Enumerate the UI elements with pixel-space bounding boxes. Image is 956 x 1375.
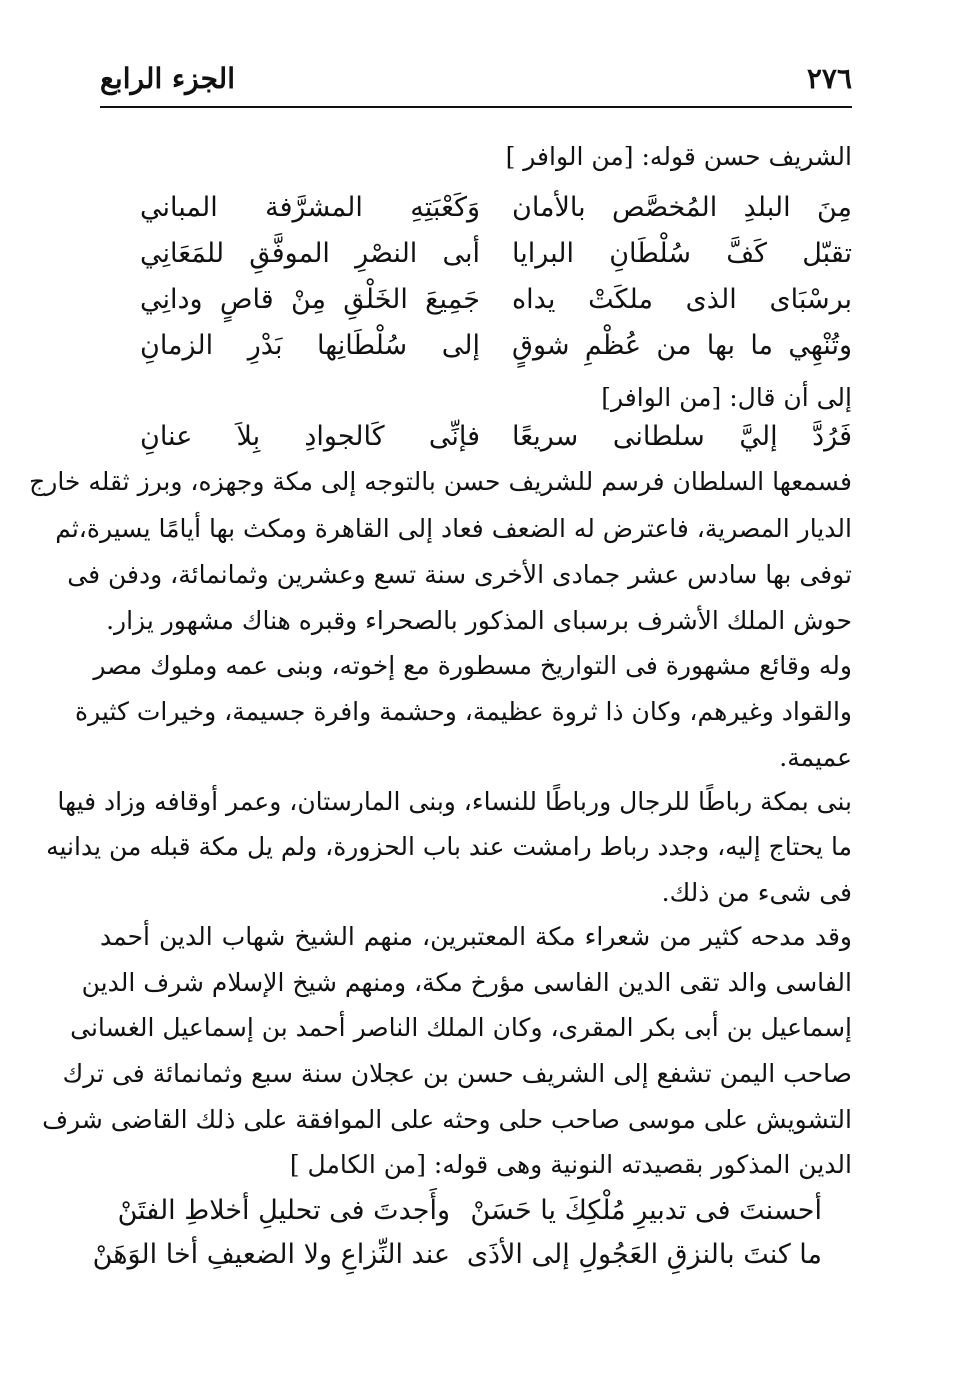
paragraph-line: بنى بمكة رباطًا للرجال ورباطًا للنساء، وبنى المارستان، وعمر أوقافه وزاد فيها [57,787,852,816]
paragraph-line: وله وقائع مشهورة فى التواريخ مسطورة مع إخوته، وبنى عمه وملوك مصر [93,651,852,680]
paragraph-line: حوش الملك الأشرف برسباى المذكور بالصحراء وقبره هناك مشهور يزار. [106,606,852,635]
verse-line [100,322,852,370]
paragraph-line: توفى بها سادس عشر جمادى الأخرى سنة تسع وعشرين وثمانمائة، ودفن فى [67,560,852,589]
paragraph-line: الفاسى والد تقى الدين الفاسى مؤرخ مكة، ومنهم شيخ الإسلام شرف الدين [81,968,852,997]
verse-first-hemistich: فَرُدَّ إليَّ سلطانى سريعًا [512,421,852,452]
verse-first-hemistich: أحسنتَ فى تدبيرِ مُلْكِكَ يا حَسَنْ [470,1195,822,1226]
verse-line [100,276,852,324]
paragraph-line: وقد مدحه كثير من شعراء مكة المعتبرين، منهم الشيخ شهاب الدين أحمد [100,922,852,951]
verse-first-hemistich: ما كنتَ بالنزقِ العَجُولِ إلى الأذَى [466,1239,822,1270]
paragraph-line: عميمة. [779,743,852,772]
paragraph-line: إسماعيل بن أبى بكر المقرى، وكان الملك الناصر أحمد بن إسماعيل الغسانى [70,1013,852,1042]
verse-second-hemistich: إلى سُلْطَانِها بَدْرِ الزمانِ [140,330,480,361]
header-rule [100,106,852,108]
intro-line: الشريف حسن قوله: [من الوافر ] [505,142,852,171]
verse-first-hemistich: وتُنْهِي ما بها من عُظْمِ شوقٍ [512,330,852,361]
running-title: الجزء الرابع [100,62,235,95]
verse-second-hemistich: وأَجدتَ فى تحليلِ أخلاطِ الفتَنْ [117,1195,450,1226]
verse-second-hemistich: وَكَعْبَتِهِ المشرَّفة المباني [140,192,480,223]
page-header [100,62,852,102]
verse-line [92,1231,852,1279]
paragraph-line: الديار المصرية، فاعترض له الضعف فعاد إلى القاهرة ومكث بها أيامًا يسيرة،ثم [55,514,852,543]
verse-first-hemistich: مِنَ البلدِ المُخصَّص بالأمان [512,192,852,223]
verse-line [100,184,852,232]
paragraph-line: الدين المذكور بقصيدته النونية وهى قوله: [من الكامل ] [289,1150,852,1179]
paragraph-line: التشويش على موسى صاحب حلى وحثه على الموافقة على ذلك القاضى شرف [42,1105,852,1134]
paragraph-line: فسمعها السلطان فرسم للشريف حسن بالتوجه إلى مكة وجهزه، وبرز ثقله خارج [29,467,852,496]
verse-first-hemistich: برسْبَاى الذى ملكَتْ يداه [512,284,852,315]
paragraph-line: ما يحتاج إليه، وجدد رباط رامشت عند باب الحزورة، ولم يل مكة قبله من يدانيه [46,832,852,861]
paragraph-line: والقواد وغيرهم، وكان ذا ثروة عظيمة، وحشمة وافرة جسيمة، وخيرات كثيرة [75,697,852,726]
verse-first-hemistich: تقبّل كَفَّ سُلْطَانِ البرايا [512,238,852,269]
verse-second-hemistich: فإنِّى كَالجوادِ بِلاَ عنانِ [140,421,480,452]
verse-line [100,1187,852,1235]
paragraph-line: فى شىء من ذلك. [661,878,852,907]
paragraph-line: صاحب اليمن تشفع إلى الشريف حسن بن عجلان سنة سبع وثمانمائة فى ترك [62,1059,852,1088]
verse-line [100,230,852,278]
meter-line: إلى أن قال: [من الوافر] [601,383,852,412]
page-number: ٢٧٦ [806,62,852,95]
verse-line [100,413,852,461]
verse-second-hemistich: عند النِّزاعِ ولا الضعيفِ أخا الوَهَنْ [92,1239,450,1270]
verse-second-hemistich: أبى النصْرِ الموفَّقِ للمَعَانِي [140,238,480,269]
verse-second-hemistich: جَمِيعَ الخَلْقِ مِنْ قاصٍ ودانِي [140,284,480,315]
